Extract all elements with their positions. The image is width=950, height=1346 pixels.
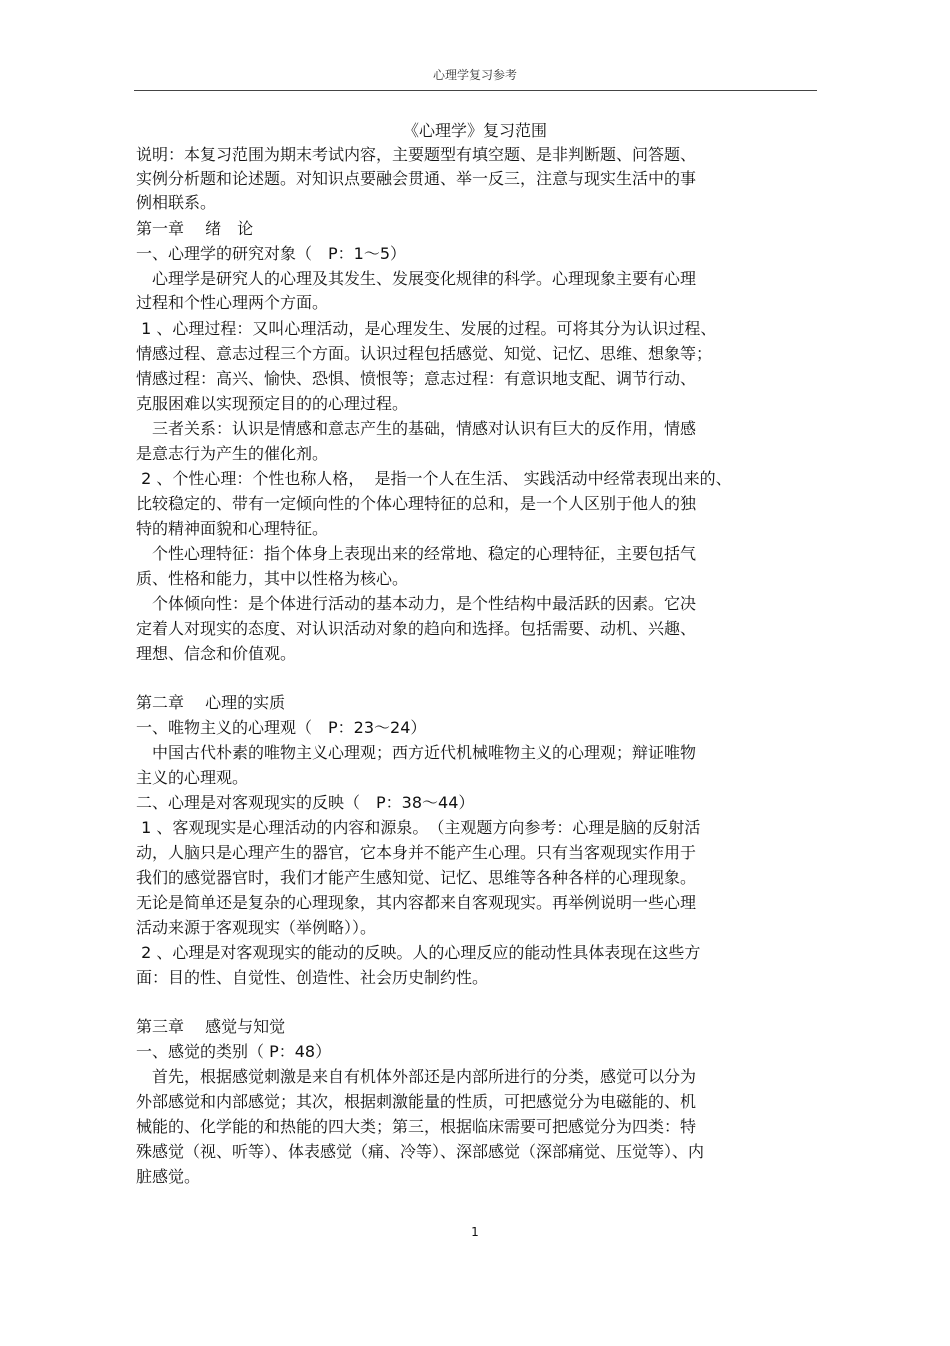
text-line: 理想、信念和价值观。 xyxy=(136,644,297,663)
section-heading: 一、唯物主义的心理观（ P：23～24） xyxy=(136,718,427,737)
text-line: 实例分析题和论述题。对知识点要融会贯通、举一反三，注意与现实生活中的事 xyxy=(136,169,697,188)
text-line: 例相联系。 xyxy=(136,193,217,212)
text-line: 无论是简单还是复杂的心理现象，其内容都来自客观现实。再举例说明一些心理 xyxy=(136,893,697,912)
text-line: 特的精神面貌和心理特征。 xyxy=(136,519,329,538)
text-line: 面：目的性、自觉性、创造性、社会历史制约性。 xyxy=(136,968,489,987)
section-heading: 一、心理学的研究对象（ P：1～5） xyxy=(136,244,407,263)
text-line: 情感过程、意志过程三个方面。认识过程包括感觉、知觉、记忆、思维、想象等； xyxy=(136,344,713,363)
text-line: 克服困难以实现预定目的的心理过程。 xyxy=(136,394,409,413)
text-line: 2 、心理是对客观现实的能动的反映。人的心理反应的能动性具体表现在这些方 xyxy=(136,943,701,962)
section-heading: 二、心理是对客观现实的反映（ P：38～44） xyxy=(136,793,475,812)
text-line: 动，人脑只是心理产生的器官，它本身并不能产生心理。只有当客观现实作用于 xyxy=(136,843,697,862)
text-line: 2 、个性心理：个性也称人格， 是指一个人在生活、 实践活动中经常表现出来的、 xyxy=(136,469,732,488)
text-line: 1 、客观现实是心理活动的内容和源泉。 （主观题方向参考：心理是脑的反射活 xyxy=(136,818,701,837)
page-header: 心理学复习参考 xyxy=(432,68,517,82)
text-line: 活动来源于客观现实（举例略））。 xyxy=(136,918,377,937)
text-line: 械能的、化学能的和热能的四大类；第三，根据临床需要可把感觉分为四类：特 xyxy=(136,1117,697,1136)
text-line: 外部感觉和内部感觉；其次，根据刺激能量的性质，可把感觉分为电磁能的、机 xyxy=(136,1092,697,1111)
text-line: 1 、心理过程：又叫心理活动，是心理发生、发展的过程。可将其分为认识过程、 xyxy=(136,319,717,338)
header-rule xyxy=(134,90,817,91)
text-line: 个体倾向性：是个体进行活动的基本动力，是个性结构中最活跃的因素。它决 xyxy=(136,594,697,613)
chapter-heading: 第一章 绪 论 xyxy=(136,219,254,238)
text-line: 脏感觉。 xyxy=(136,1167,201,1186)
section-heading: 一、感觉的类别（ P：48） xyxy=(136,1042,332,1061)
document-title: 《心理学》复习范围 xyxy=(402,121,547,140)
text-line: 说明：本复习范围为期末考试内容，主要题型有填空题、是非判断题、问答题、 xyxy=(136,145,697,164)
text-line: 比较稳定的、带有一定倾向性的个体心理特征的总和，是一个人区别于他人的独 xyxy=(136,494,697,513)
text-line: 心理学是研究人的心理及其发生、发展变化规律的科学。心理现象主要有心理 xyxy=(136,269,697,288)
chapter-heading: 第二章 心理的实质 xyxy=(136,693,286,712)
text-line: 殊感觉（视、听等）、体表感觉（痛、冷等）、深部感觉（深部痛觉、压觉等）、内 xyxy=(136,1142,705,1161)
text-line: 中国古代朴素的唯物主义心理观；西方近代机械唯物主义的心理观；辩证唯物 xyxy=(136,743,697,762)
text-line: 情感过程：高兴、愉快、恐惧、愤恨等；意志过程：有意识地支配、调节行动、 xyxy=(136,369,697,388)
chapter-heading: 第三章 感觉与知觉 xyxy=(136,1017,286,1036)
text-line: 首先，根据感觉刺激是来自有机体外部还是内部所进行的分类，感觉可以分为 xyxy=(136,1067,697,1086)
text-line: 主义的心理观。 xyxy=(136,768,249,787)
text-line: 个性心理特征：指个体身上表现出来的经常地、稳定的心理特征，主要包括气 xyxy=(136,544,697,563)
text-line: 质、性格和能力，其中以性格为核心。 xyxy=(136,569,409,588)
text-line: 我们的感觉器官时，我们才能产生感知觉、记忆、思维等各种各样的心理现象。 xyxy=(136,868,697,887)
page-number: 1 xyxy=(471,1225,479,1239)
text-line: 过程和个性心理两个方面。 xyxy=(136,293,329,312)
text-line: 是意志行为产生的催化剂。 xyxy=(136,444,329,463)
text-line: 定着人对现实的态度、对认识活动对象的趋向和选择。包括需要、动机、兴趣、 xyxy=(136,619,697,638)
text-line: 三者关系：认识是情感和意志产生的基础，情感对认识有巨大的反作用，情感 xyxy=(136,419,697,438)
